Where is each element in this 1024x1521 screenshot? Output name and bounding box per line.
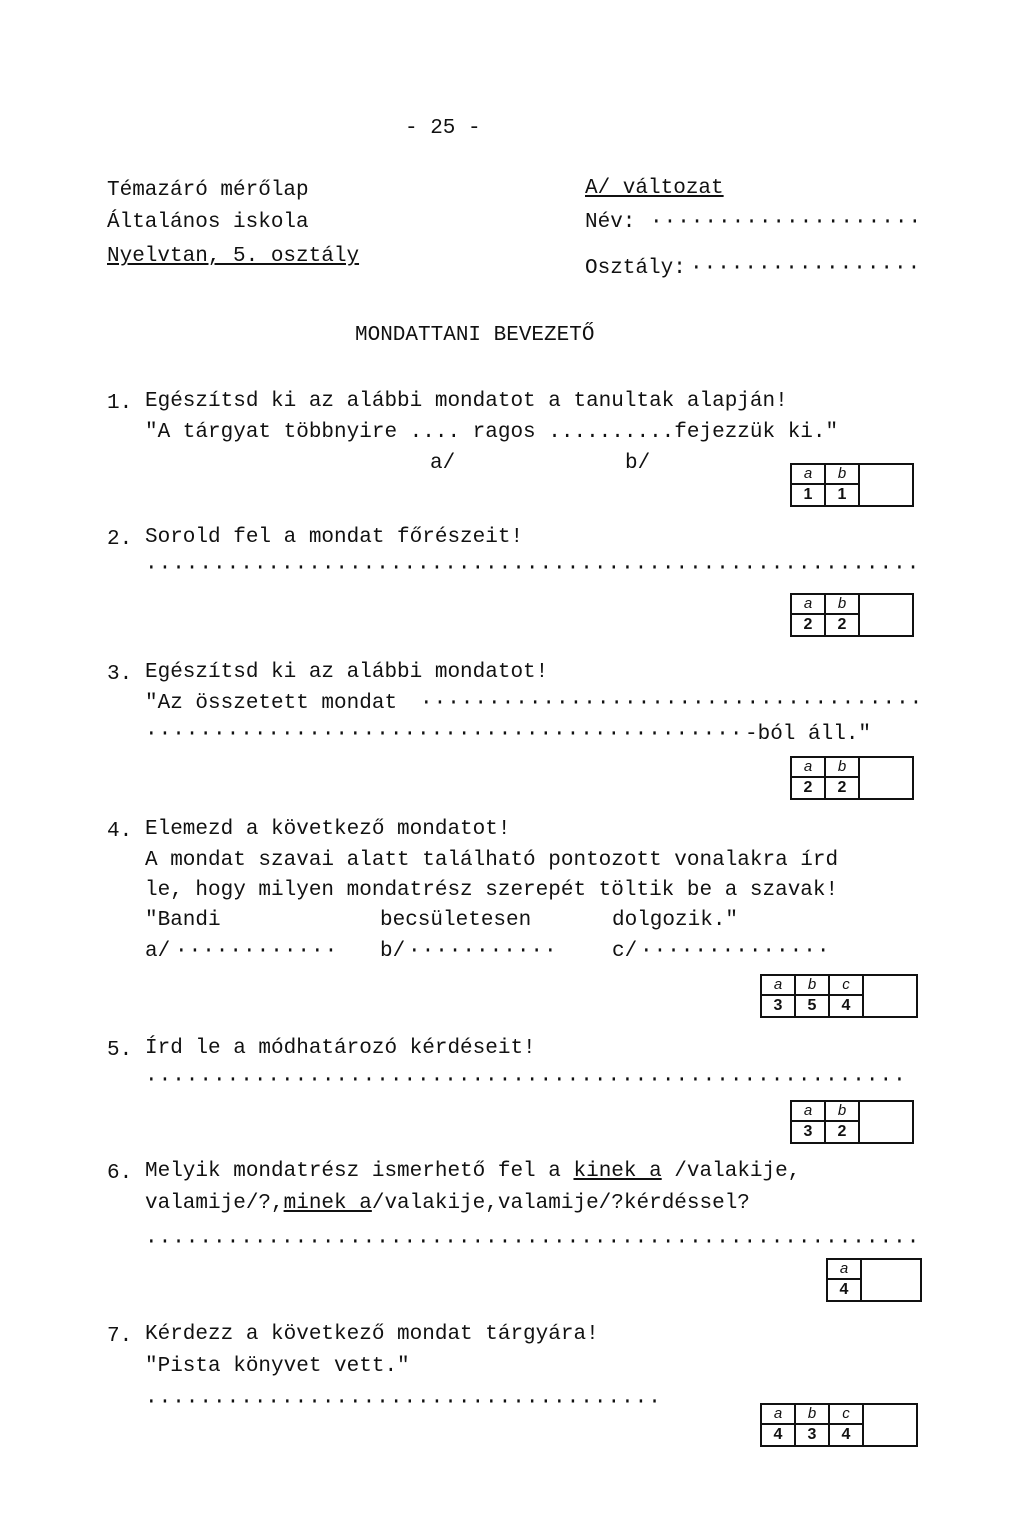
score-col-a xyxy=(792,595,826,635)
score-label: a xyxy=(762,976,794,996)
q3-prompt: Egészítsd ki az alábbi mondatot! xyxy=(145,661,549,684)
score-value: 4 xyxy=(841,997,851,1014)
q4-answer-a-label: a/ xyxy=(145,940,171,963)
q7-answer-line[interactable] xyxy=(145,1392,665,1413)
score-col-b xyxy=(826,595,860,635)
q2-number: 2. xyxy=(107,528,133,551)
score-col-a xyxy=(792,465,826,505)
q2-prompt: Sorold fel a mondat főrészeit! xyxy=(145,526,524,549)
score-blank xyxy=(860,758,912,798)
q7-score-box xyxy=(760,1403,918,1447)
page-number: - 25 - xyxy=(405,117,481,140)
q3-answer-line-2[interactable] xyxy=(145,724,740,745)
q6-number: 6. xyxy=(107,1162,133,1185)
q4-answer-b[interactable] xyxy=(408,941,558,962)
q6-line1-underlined: kinek a xyxy=(573,1160,662,1183)
score-label: c xyxy=(830,1405,862,1425)
score-label: a xyxy=(762,1405,794,1425)
score-label: a xyxy=(792,465,824,485)
q7-number: 7. xyxy=(107,1325,133,1348)
header-line-3: Nyelvtan, 5. osztály xyxy=(107,245,360,268)
score-value: 4 xyxy=(839,1281,849,1298)
class-field[interactable] xyxy=(690,258,920,279)
score-value: 2 xyxy=(803,616,813,633)
score-value: 5 xyxy=(807,997,817,1014)
q4-line3: le, hogy milyen mondatrész szerepét töltik be a szavak! xyxy=(145,879,839,902)
q4-score-box xyxy=(760,974,918,1018)
q6-line2-pre: valamije/?, xyxy=(145,1192,284,1215)
score-label: a xyxy=(792,595,824,615)
score-label: b xyxy=(826,465,858,485)
score-label: b xyxy=(826,1102,858,1122)
score-label: a xyxy=(792,758,824,778)
q1-label-a: a/ xyxy=(430,452,456,475)
q6-line2-underlined: minek a xyxy=(283,1192,372,1215)
score-value: 1 xyxy=(837,486,847,503)
q1-sentence: "A tárgyat többnyire .... ragos ..........fejezzük ki." xyxy=(145,421,839,444)
score-label: a xyxy=(792,1102,824,1122)
score-col-b xyxy=(796,976,830,1016)
name-label: Név: xyxy=(585,211,636,234)
q3-answer-line-1[interactable] xyxy=(420,693,920,714)
score-value: 2 xyxy=(837,616,847,633)
score-blank xyxy=(860,595,912,635)
score-col-a xyxy=(762,1405,796,1445)
header-line-1: Témazáró mérőlap xyxy=(107,179,309,202)
score-value: 3 xyxy=(807,1426,817,1443)
q2-answer-line[interactable] xyxy=(145,558,920,579)
score-value: 3 xyxy=(773,997,783,1014)
q1-number: 1. xyxy=(107,392,133,415)
score-label: a xyxy=(828,1260,860,1280)
q1-prompt: Egészítsd ki az alábbi mondatot a tanultak alapján! xyxy=(145,390,788,413)
q7-sentence: "Pista könyvet vett." xyxy=(145,1355,410,1378)
score-blank xyxy=(860,465,912,505)
score-blank xyxy=(862,1260,920,1300)
q4-answer-a[interactable] xyxy=(175,941,340,962)
score-label: c xyxy=(830,976,862,996)
score-label: b xyxy=(826,758,858,778)
class-label: Osztály: xyxy=(585,257,686,280)
score-value: 2 xyxy=(837,1123,847,1140)
score-blank xyxy=(864,976,916,1016)
score-col-a xyxy=(762,976,796,1016)
q3-line2-end: -ból áll." xyxy=(745,723,872,746)
score-col-b xyxy=(826,758,860,798)
variant-label: A/ változat xyxy=(585,177,724,200)
header-line-2: Általános iskola xyxy=(107,211,309,234)
score-value: 2 xyxy=(837,779,847,796)
q6-line1-post: /valakije, xyxy=(661,1160,801,1183)
q4-answer-b-label: b/ xyxy=(380,940,406,963)
score-col-b xyxy=(826,465,860,505)
worksheet-title: MONDATTANI BEVEZETŐ xyxy=(355,324,595,347)
q5-prompt: Írd le a módhatározó kérdéseit! xyxy=(145,1037,536,1060)
q4-prompt: Elemezd a következő mondatot! xyxy=(145,818,511,841)
q1-score-box xyxy=(790,463,914,507)
q3-score-box xyxy=(790,756,914,800)
q4-word-b: becsületesen xyxy=(380,909,532,932)
q3-number: 3. xyxy=(107,663,133,686)
q4-number: 4. xyxy=(107,820,133,843)
q6-line2 xyxy=(145,1193,750,1214)
q5-number: 5. xyxy=(107,1039,133,1062)
score-col-a xyxy=(828,1260,862,1300)
score-col-b xyxy=(826,1102,860,1142)
score-col-c xyxy=(830,1405,864,1445)
score-value: 3 xyxy=(803,1123,813,1140)
q6-score-box xyxy=(826,1258,922,1302)
q3-line1: "Az összetett mondat xyxy=(145,692,398,715)
score-label: b xyxy=(826,595,858,615)
score-value: 2 xyxy=(803,779,813,796)
q6-line2-post: /valakije,valamije/?kérdéssel? xyxy=(371,1192,750,1215)
q6-line1-pre: Melyik mondatrész ismerhető fel a xyxy=(145,1160,574,1183)
score-col-a xyxy=(792,1102,826,1142)
score-value: 4 xyxy=(773,1426,783,1443)
score-col-b xyxy=(796,1405,830,1445)
score-blank xyxy=(864,1405,916,1445)
q5-score-box xyxy=(790,1100,914,1144)
score-label: b xyxy=(796,1405,828,1425)
name-field[interactable] xyxy=(650,212,920,233)
q4-answer-c[interactable] xyxy=(640,941,825,962)
score-col-a xyxy=(792,758,826,798)
q4-answer-c-label: c/ xyxy=(612,940,638,963)
q7-prompt: Kérdezz a következő mondat tárgyára! xyxy=(145,1323,599,1346)
score-blank xyxy=(860,1102,912,1142)
q6-answer-line[interactable] xyxy=(145,1232,920,1253)
q4-line2: A mondat szavai alatt található pontozott vonalakra írd xyxy=(145,849,839,872)
q2-score-box xyxy=(790,593,914,637)
q1-label-b: b/ xyxy=(625,452,651,475)
q4-word-a: "Bandi xyxy=(145,909,221,932)
score-col-c xyxy=(830,976,864,1016)
score-value: 4 xyxy=(841,1426,851,1443)
score-value: 1 xyxy=(803,486,813,503)
q6-line1 xyxy=(145,1161,800,1182)
score-label: b xyxy=(796,976,828,996)
q5-answer-line[interactable] xyxy=(145,1070,905,1091)
q4-word-c: dolgozik." xyxy=(612,909,739,932)
